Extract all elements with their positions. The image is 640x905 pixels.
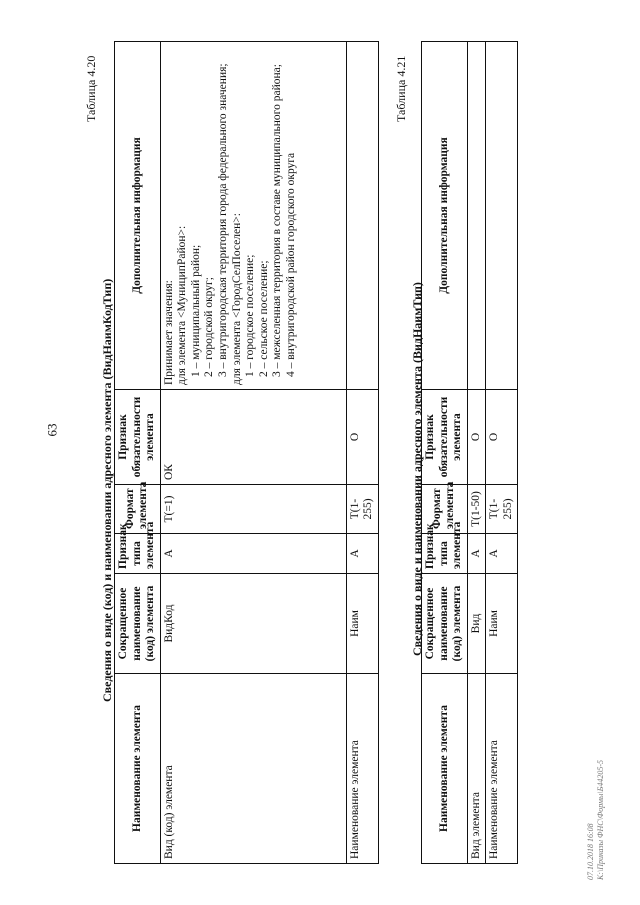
cell-type: А	[486, 534, 518, 574]
cell-format: T(=1)	[160, 485, 346, 534]
address-element-kind-table	[421, 41, 518, 864]
header-info: Дополнительная информация	[115, 42, 161, 390]
table-title: Сведения о виде (код) и наименовании адресного элемента (ВидНаимКодТип)	[100, 278, 114, 702]
cell-required: О	[486, 390, 518, 485]
info-line: 1 – муниципальный район;	[189, 244, 202, 377]
cell-name: Наименование элемента	[486, 674, 518, 864]
cell-short: Наим	[346, 574, 378, 674]
info-line: для элемента <ГородСелПоселен>:	[230, 213, 243, 385]
info-line: 4 – внутригородской район городского округа	[284, 152, 297, 377]
table-title: Сведения о виде и наименовании адресного элемента (ВидНаимТип)	[410, 282, 424, 656]
info-line: 1 – городское поселение;	[244, 254, 257, 377]
info-line: для элемента <МуниципРайон>:	[176, 225, 189, 385]
cell-required: ОК	[160, 390, 346, 485]
page-number: 63	[44, 423, 60, 437]
header-format: Формат элемента	[115, 485, 161, 534]
table-4-21-tag	[392, 56, 410, 122]
cell-info	[467, 42, 486, 390]
info-line: 2 – сельское поселение;	[257, 260, 270, 377]
cell-name: Наименование элемента	[346, 674, 378, 864]
cell-format: T(1-255)	[486, 485, 518, 534]
table-row	[160, 42, 346, 864]
cell-format: T(1-50)	[467, 485, 486, 534]
table-4-20-tag	[82, 56, 100, 122]
info-line: Принимает значения:	[162, 280, 175, 385]
table-tag: Таблица 4.20	[84, 55, 98, 122]
table-tag: Таблица 4.21	[394, 55, 408, 122]
stamp-line: 07.10.2018 16:08	[586, 823, 595, 880]
header-name: Наименование элемента	[422, 674, 468, 864]
table-row	[467, 42, 486, 864]
cell-info	[346, 42, 378, 390]
header-required: Признак обязательности элемента	[115, 390, 161, 485]
header-type: Признак типа элемента	[115, 534, 161, 574]
cell-name: Вид (код) элемента	[160, 674, 346, 864]
cell-short: Наим	[486, 574, 518, 674]
address-element-type-table	[114, 41, 379, 864]
table-4-20	[114, 41, 379, 864]
header-required: Признак обязательности элемента	[422, 390, 468, 485]
header-format: Формат элемента	[422, 485, 468, 534]
file-stamp	[586, 760, 607, 880]
cell-short: ВидКод	[160, 574, 346, 674]
table-4-21	[421, 41, 518, 864]
info-line: 2 – городской округ;	[203, 277, 216, 377]
cell-type: А	[160, 534, 346, 574]
info-line: 3 – внутригородская территория города федерального значения;	[216, 63, 229, 377]
cell-required: О	[467, 390, 486, 485]
info-line: 3 – межселенная территория в составе муниципального района;	[271, 64, 284, 377]
header-short: Сокращенное наименование (код) элемента	[422, 574, 468, 674]
cell-type: А	[346, 534, 378, 574]
table-row	[346, 42, 378, 864]
header-name: Наименование элемента	[115, 674, 161, 864]
cell-format: T(1-255)	[346, 485, 378, 534]
header-short: Сокращенное наименование (код) элемента	[115, 574, 161, 674]
stamp-line: К:\Приказы ФНС\Формы\Б44205-5	[596, 760, 606, 880]
header-type: Признак типа элемента	[422, 534, 468, 574]
cell-name: Вид элемента	[467, 674, 486, 864]
cell-info	[160, 42, 346, 390]
cell-short: Вид	[467, 574, 486, 674]
header-info: Дополнительная информация	[422, 42, 468, 390]
table-row	[486, 42, 518, 864]
cell-required: О	[346, 390, 378, 485]
cell-type: А	[467, 534, 486, 574]
cell-info	[486, 42, 518, 390]
